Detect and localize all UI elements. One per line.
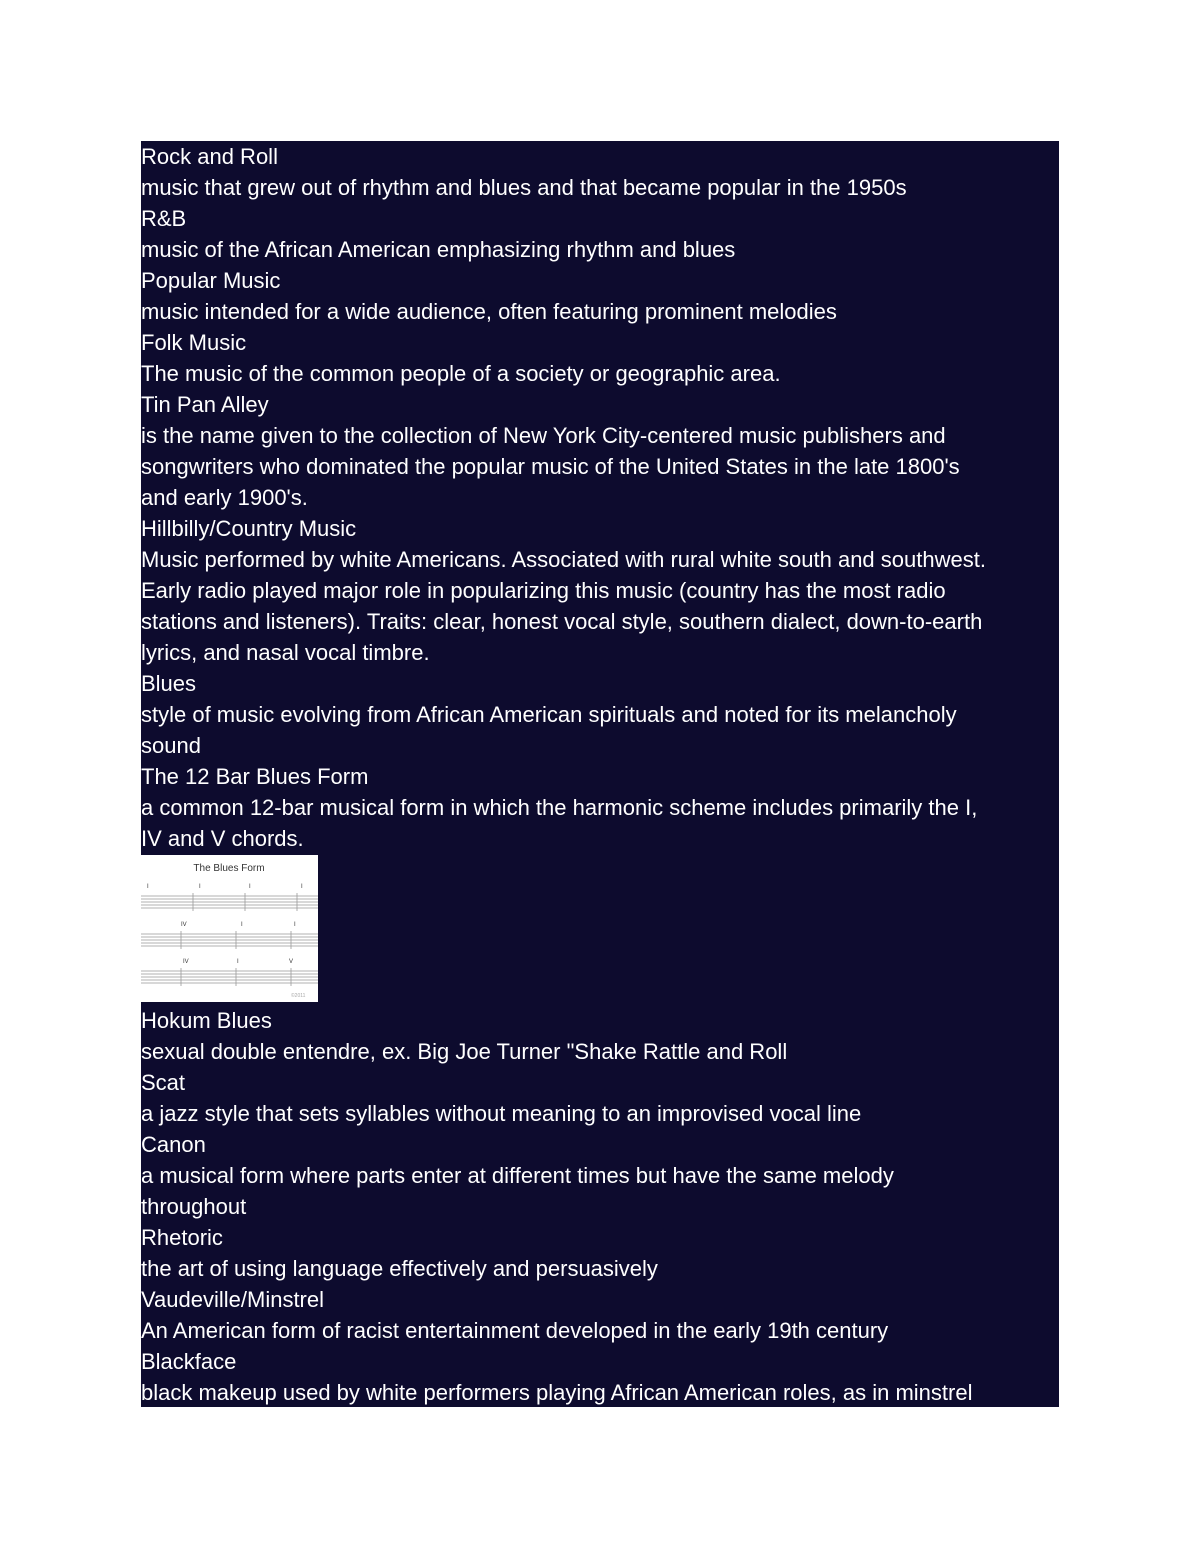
chord-label: I (237, 959, 239, 965)
definition-vaudeville-minstrel: An American form of racist entertainment developed in the early 19th century (141, 1318, 889, 1343)
term-vaudeville-minstrel: Vaudeville/Minstrel (141, 1287, 325, 1312)
definition-popular-music: music intended for a wide audience, often featuring prominent melodies (141, 299, 837, 324)
definition-blues: sound (141, 733, 201, 758)
chord-label: I (199, 884, 201, 890)
definition-folk-music: The music of the common people of a society or geographic area. (141, 361, 781, 386)
chord-label: I (294, 922, 296, 928)
chord-label: I (301, 884, 303, 890)
definition-12-bar-blues: IV and V chords. (141, 826, 304, 851)
figure-credit: ©2011 (291, 993, 306, 999)
definition-tin-pan-alley: songwriters who dominated the popular music of the United States in the late 1800's (141, 454, 960, 479)
staff-row-1 (141, 893, 318, 911)
term-12-bar-blues: The 12 Bar Blues Form (141, 764, 369, 789)
chord-label: I (147, 884, 149, 890)
definition-hillbilly-country: lyrics, and nasal vocal timbre. (141, 640, 430, 665)
term-hokum-blues: Hokum Blues (141, 1008, 272, 1033)
definition-blackface: black makeup used by white performers playing African American roles, as in minstrel (141, 1380, 973, 1405)
definition-hillbilly-country: Early radio played major role in popularizing this music (country has the most radio (141, 578, 946, 603)
definition-rock-and-roll: music that grew out of rhythm and blues and that became popular in the 1950s (141, 175, 907, 200)
term-folk-music: Folk Music (141, 330, 247, 355)
definition-tin-pan-alley: and early 1900's. (141, 485, 308, 510)
definition-scat: a jazz style that sets syllables without meaning to an improvised vocal line (141, 1101, 862, 1126)
chord-label: V (289, 959, 294, 965)
figure-title: The Blues Form (193, 863, 265, 874)
chord-label: IV (181, 922, 187, 928)
definition-canon: a musical form where parts enter at different times but have the same melody (141, 1163, 894, 1188)
term-blackface: Blackface (141, 1349, 237, 1374)
definition-rhetoric: the art of using language effectively and persuasively (141, 1256, 658, 1281)
definition-rnb: music of the African American emphasizing rhythm and blues (141, 237, 736, 262)
term-tin-pan-alley: Tin Pan Alley (141, 392, 269, 417)
definition-12-bar-blues: a common 12-bar musical form in which the harmonic scheme includes primarily the I, (141, 795, 978, 820)
blues-form-staff-image (141, 855, 318, 1002)
definition-hillbilly-country: stations and listeners). Traits: clear, honest vocal style, southern dialect, down-to-earth (141, 609, 983, 634)
term-rock-and-roll: Rock and Roll (141, 144, 278, 169)
blues-form-figure (141, 855, 318, 1002)
term-rhetoric: Rhetoric (141, 1225, 223, 1250)
chord-label: I (241, 922, 243, 928)
staff-row-2 (141, 931, 318, 949)
definition-canon: throughout (141, 1194, 247, 1219)
term-popular-music: Popular Music (141, 268, 281, 293)
definition-hokum-blues: sexual double entendre, ex. Big Joe Turner "Shake Rattle and Roll (141, 1039, 788, 1064)
definition-hillbilly-country: Music performed by white Americans. Associated with rural white south and southwest. (141, 547, 986, 572)
staff-row-3 (141, 968, 318, 986)
chord-label: IV (183, 959, 189, 965)
term-rnb: R&B (141, 206, 187, 231)
chord-label: I (249, 884, 251, 890)
term-scat: Scat (141, 1070, 186, 1095)
flashcard-text-block (141, 141, 1059, 1407)
term-canon: Canon (141, 1132, 206, 1157)
definition-tin-pan-alley: is the name given to the collection of New York City-centered music publishers and (141, 423, 946, 448)
term-blues: Blues (141, 671, 197, 696)
term-hillbilly-country: Hillbilly/Country Music (141, 516, 357, 541)
definition-blues: style of music evolving from African American spirituals and noted for its melancholy (141, 702, 957, 727)
